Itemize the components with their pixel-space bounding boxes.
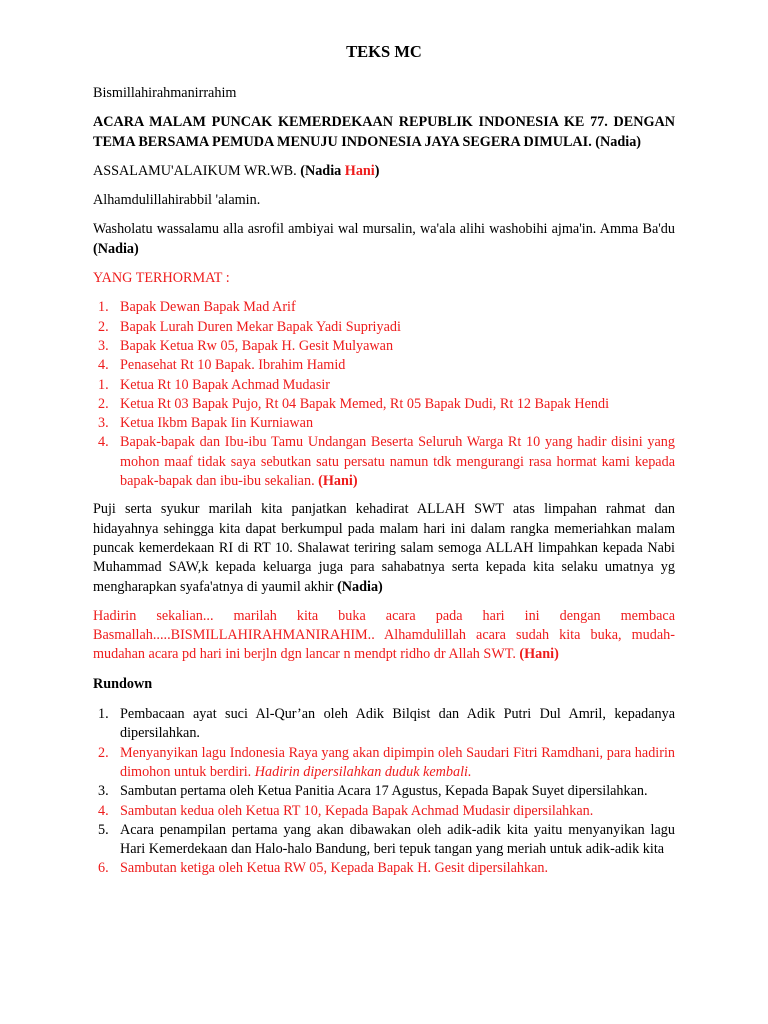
list-text: Menyanyikan lagu Indonesia Raya yang akan dipimpin oleh Saudari Fitri Ramdhani, para hadirin dimohon untuk berdiri. — [120, 744, 675, 780]
rundown-heading: Rundown — [93, 675, 153, 692]
puji-text: Puji serta syukur marilah kita panjatkan kehadirat ALLAH SWT atas limpahan rahmat dan hidayahnya sehingga kita dapat berkumpul pada malam hari ini dalam rangka memeriahkan malam puncak kemerdekaan RI di RT 10. Shalawat teriring salam semoga ALLAH limpahkan kepada Nabi Muhammad SAW,k kepada keluarga juga para sahabatnya serta kepada kita selaku umatnya yg mengharapkan syafa'atnya di yaumil akhir — [93, 501, 675, 595]
sholawat-text: Washolatu wassalamu alla asrofil ambiyai wal mursalin, wa'ala alihi washobihi ajma'in. Amma Ba'du — [93, 221, 675, 238]
list-number: 1. — [98, 376, 109, 393]
opening-speaker: (Nadia) — [595, 133, 642, 150]
list-number: 4. — [98, 434, 109, 451]
bismillah-line: Bismillahirahmanirrahim — [93, 85, 237, 101]
list-number: 3. — [98, 415, 109, 432]
list-number: 5. — [98, 821, 109, 838]
list-text: Acara penampilan pertama yang akan dibawakan oleh adik-adik kita yaitu menyanyikan lagu Hari Kemerdekaan dan Halo-halo Bandung, beri tepuk tangan yang meriah untuk adik-adik kita — [120, 821, 675, 858]
list-number: 4. — [98, 802, 109, 819]
honored-item — [93, 433, 675, 491]
rundown-list — [93, 705, 675, 879]
honored-item — [93, 298, 675, 317]
rundown-item — [93, 821, 675, 860]
list-text: Ketua Rt 03 Bapak Pujo, Rt 04 Bapak Memed, Rt 05 Bapak Dudi, Rt 12 Bapak Hendi — [120, 395, 610, 412]
rundown-item — [93, 782, 675, 801]
rundown-item — [93, 705, 675, 744]
list-text: Penasehat Rt 10 Bapak. Ibrahim Hamid — [120, 357, 346, 374]
list-number: 3. — [98, 337, 109, 354]
honored-item — [93, 356, 675, 375]
salam-speaker-red: Hani — [344, 162, 375, 179]
hadirin-text: Hadirin sekalian... marilah kita buka acara pada hari ini dengan membaca Basmallah.....BISMILLAHIRAHMANIRAHIM.. Alhamdulillah acara sudah kita buka, mudah-mudahan acara pd hari ini berjln dgn lancar n mendpt ridho dr Allah SWT. — [93, 607, 675, 663]
sholawat-speaker: (Nadia) — [93, 240, 139, 257]
rundown-item — [93, 802, 675, 821]
hadirin-paragraph — [93, 607, 675, 665]
puji-speaker: (Nadia) — [337, 578, 383, 595]
list-number: 1. — [98, 706, 109, 723]
list-speaker: (Hani) — [318, 473, 358, 490]
list-text: Ketua Rt 10 Bapak Achmad Mudasir — [120, 376, 331, 393]
honored-item — [93, 337, 675, 356]
list-text: Bapak Dewan Bapak Mad Arif — [120, 299, 296, 316]
sholawat-paragraph — [93, 220, 675, 259]
list-text: Sambutan kedua oleh Ketua RT 10, Kepada Bapak Achmad Mudasir dipersilahkan. — [120, 802, 594, 819]
list-number: 3. — [98, 783, 109, 800]
hamdalah-line: Alhamdulillahirabbil 'alamin. — [93, 192, 261, 209]
puji-paragraph — [93, 500, 675, 596]
honored-item — [93, 414, 675, 433]
list-text: Pembacaan ayat suci Al-Qur’an oleh Adik Bilqist dan Adik Putri Dul Amril, kepadanya dipersilahkan. — [120, 706, 675, 742]
honored-item — [93, 395, 675, 414]
salam-line — [93, 162, 675, 181]
honored-item — [93, 376, 675, 395]
list-text: Bapak Ketua Rw 05, Bapak H. Gesit Mulyawan — [120, 337, 394, 354]
document-content — [93, 42, 675, 888]
list-text: Bapak Lurah Duren Mekar Bapak Yadi Supriyadi — [120, 318, 401, 335]
salam-text: ASSALAMU'ALAIKUM WR.WB. — [93, 162, 297, 179]
honored-item — [93, 318, 675, 337]
salam-speaker-close: ) — [374, 162, 380, 179]
list-italic-text: Hadirin dipersilahkan duduk kembali. — [254, 763, 472, 780]
list-text: Sambutan ketiga oleh Ketua RW 05, Kepada Bapak H. Gesit dipersilahkan. — [120, 860, 549, 877]
list-text: Sambutan pertama oleh Ketua Panitia Acara 17 Agustus, Kepada Bapak Suyet dipersilahkan. — [120, 783, 648, 800]
list-text: Ketua Ikbm Bapak Iin Kurniawan — [120, 415, 314, 432]
list-number: 2. — [98, 318, 109, 335]
list-number: 2. — [98, 744, 109, 761]
list-number: 1. — [98, 299, 109, 316]
opening-paragraph — [93, 113, 675, 152]
salam-speaker-open: (Nadia — [300, 162, 345, 179]
list-number: 2. — [98, 395, 109, 412]
list-text: Bapak-bapak dan Ibu-ibu Tamu Undangan Beserta Seluruh Warga Rt 10 yang hadir disini yang mohon maaf tidak saya sebutkan satu persatu namun tdk mengurangi rasa hormat kami kepada bapak-bapak dan ibu-ibu sekalian. — [120, 434, 675, 490]
list-number: 6. — [98, 860, 109, 877]
document-title: TEKS MC — [346, 42, 422, 61]
opening-text: ACARA MALAM PUNCAK KEMERDEKAAN REPUBLIK INDONESIA KE 77. DENGAN TEMA BERSAMA PEMUDA MENUJU INDONESIA JAYA SEGERA DIMULAI. — [93, 114, 675, 150]
list-number: 4. — [98, 357, 109, 374]
rundown-item — [93, 744, 675, 783]
honored-heading: YANG TERHORMAT : — [93, 270, 230, 287]
hadirin-speaker: (Hani) — [519, 646, 559, 663]
rundown-item — [93, 859, 675, 878]
honored-list — [93, 298, 675, 491]
